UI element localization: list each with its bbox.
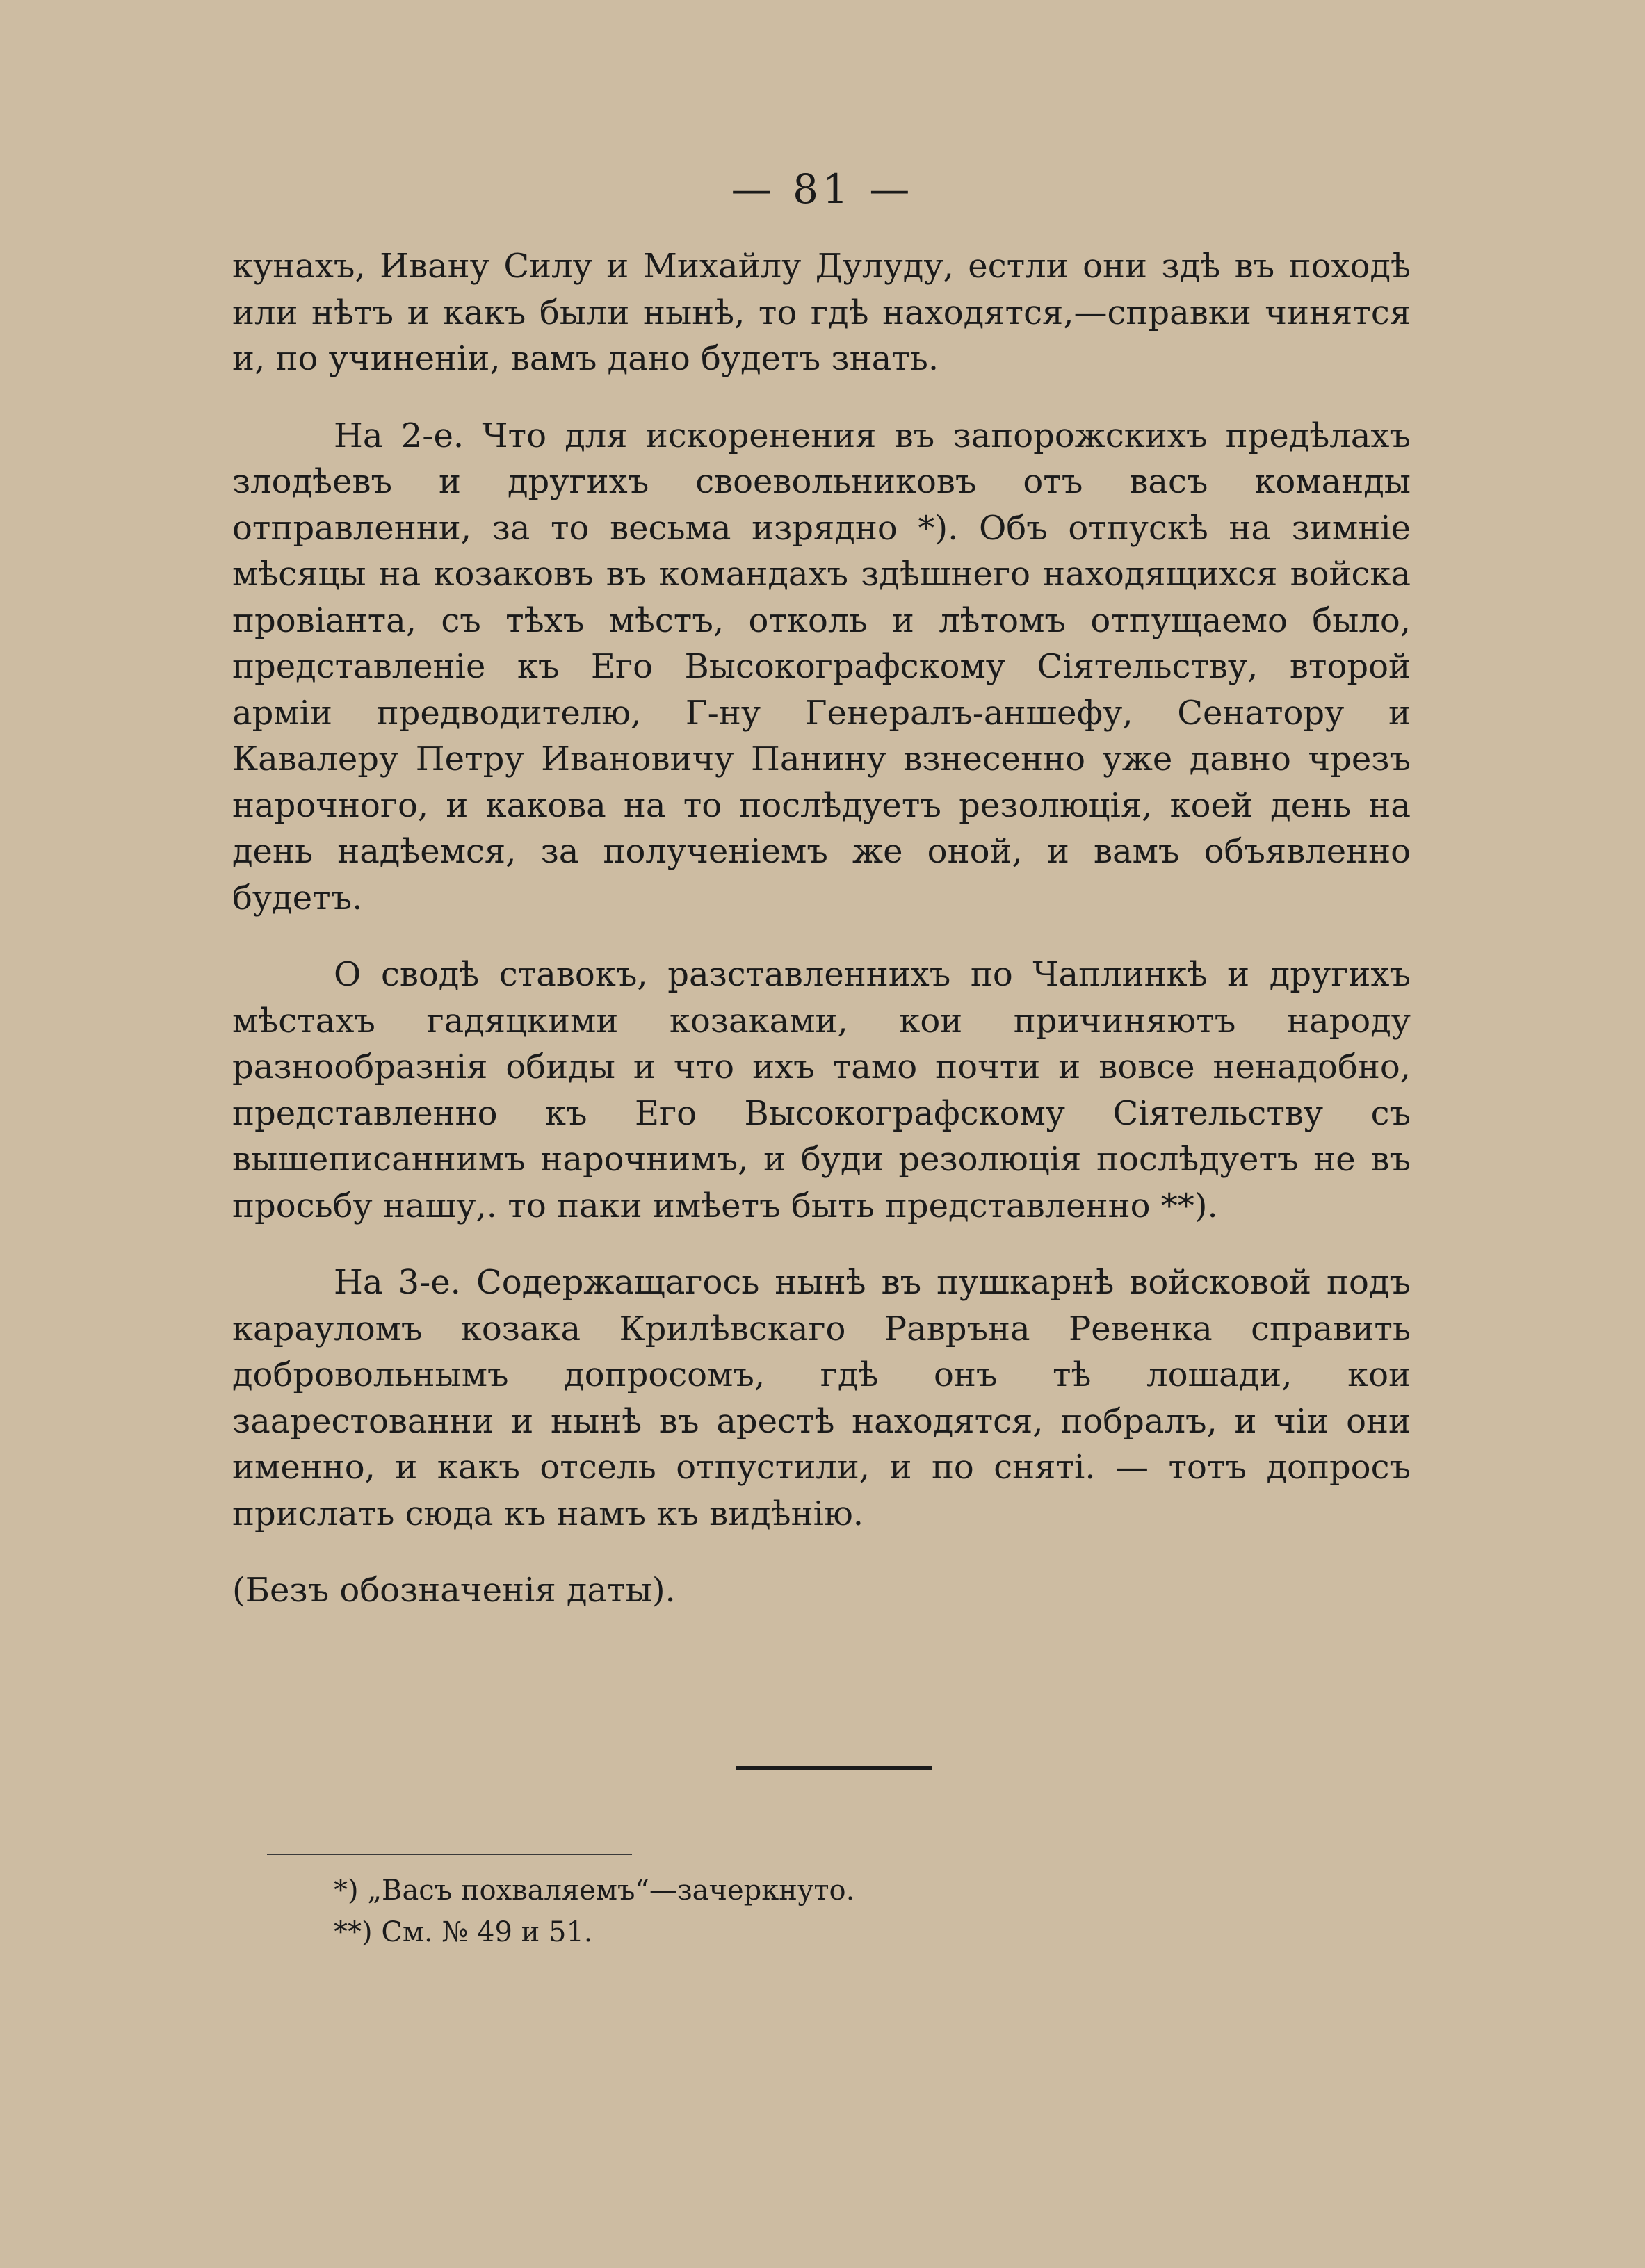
- paragraph-stavki: О сводѣ ставокъ, разставленнихъ по Чаплинкѣ и другихъ мѣстахъ гадяцкими козаками, кои причиняютъ народу разнообразнія обиды и что ихъ тамо почти и вовсе ненадобно, представленно къ Его Высокографскому Сіятельству съ вышеписаннимъ нарочнимъ, и буди резолюція послѣдуетъ не въ просьбу нашу,. то паки имѣетъ быть представленно **).: [232, 955, 1411, 1225]
- footnotes: [334, 1870, 1377, 1953]
- paragraph-gap: [232, 1537, 1411, 1567]
- date-note: (Безъ обозначенія даты).: [232, 1571, 676, 1610]
- paragraph-point-2: На 2-е. Что для искоренения въ запорожскихъ предѣлахъ злодѣевъ и другихъ своевольниковъ отъ васъ команды отправленни, за то весьма изрядно *). Объ отпускѣ на зимніе мѣсяцы на козаковъ въ командахъ здѣшнего находящихся войска провіанта, съ тѣхъ мѣстъ, отколь и лѣтомъ отпущаемо было, представленіе къ Его Высокографскому Сіятельству, второй арміи предводителю, Г-ну Генералъ-аншефу, Сенатору и Кавалеру Петру Ивановичу Панину взнесенно уже давно чрезъ нарочного, и какова на то послѣдуетъ резолюція, коей день на день надѣемся, за полученіемъ же оной, и вамъ объявленно будетъ.: [232, 416, 1411, 917]
- paragraph-gap: [232, 382, 1411, 413]
- paragraph-gap: [232, 921, 1411, 952]
- body-text: [232, 243, 1411, 1614]
- paragraph-continuation: кунахъ, Ивану Силу и Михайлу Дулуду, естли они здѣ въ походѣ или нѣтъ и какъ были нынѣ, то гдѣ находятся,—справки чинятся и, по учиненіи, вамъ дано будетъ знать.: [232, 247, 1411, 378]
- footnote-2: **) См. № 49 и 51.: [334, 1916, 593, 1948]
- paragraph-point-3: На 3-е. Содержащагось нынѣ въ пушкарнѣ войсковой подъ карауломъ козака Крилѣвскаго Равръна Ревенка справить добровольнымъ допросомъ, гдѣ онъ тѣ лошади, кои заарестованни и нынѣ въ арестѣ находятся, побралъ, и чіи они именно, и какъ отсель отпустили, и по сняті. — тотъ допросъ прислать сюда къ намъ къ видѣнію.: [232, 1263, 1411, 1533]
- paragraph-gap: [232, 1229, 1411, 1259]
- footnote-divider: [267, 1854, 632, 1855]
- section-divider: [736, 1766, 932, 1770]
- footnote-1: *) „Васъ похваляемъ“—зачеркнуто.: [334, 1875, 855, 1907]
- page-number: — 81 —: [731, 165, 914, 213]
